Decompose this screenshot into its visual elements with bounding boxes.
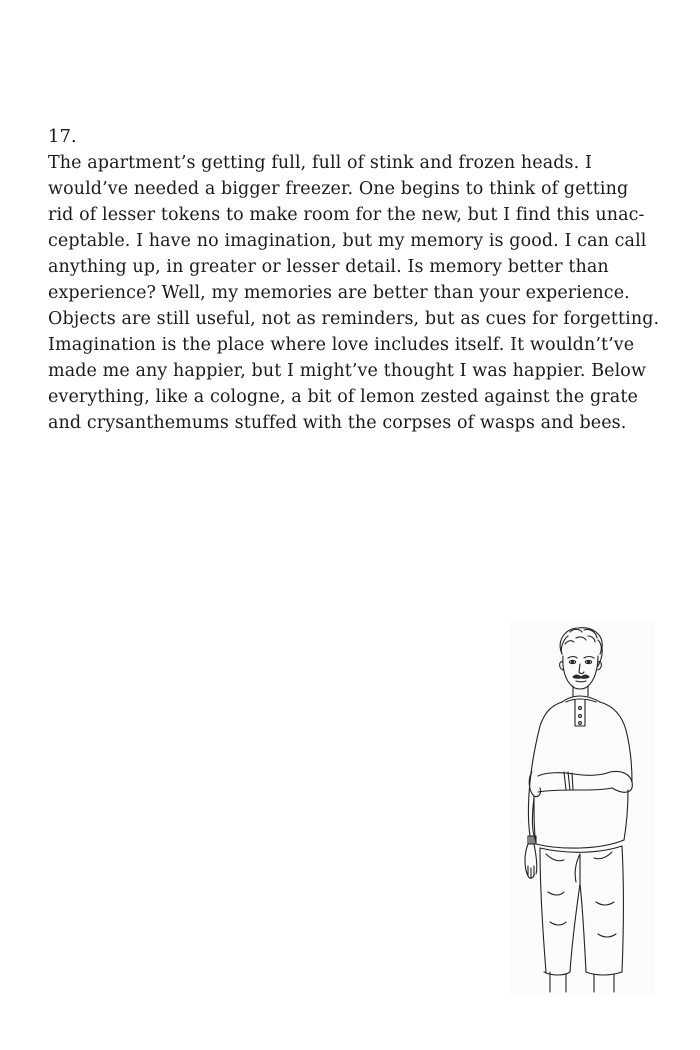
passage-line: would’ve needed a bigger freezer. One begins to think of getting xyxy=(48,179,629,199)
passage-line: and crysanthemums stuffed with the corpses of wasps and bees. xyxy=(48,413,627,433)
passage-line: rid of lesser tokens to make room for the new, but I find this unac- xyxy=(48,205,645,225)
passage-line: experience? Well, my memories are better than your experience. xyxy=(48,283,630,303)
passage-line: ceptable. I have no imagination, but my memory is good. I can call xyxy=(48,231,647,251)
passage-line: made me any happier, but I might’ve thought I was happier. Below xyxy=(48,361,647,381)
passage-line: Imagination is the place where love includes itself. It wouldn’t’ve xyxy=(48,335,635,355)
section-number: 17. xyxy=(48,126,77,147)
passage-line: The apartment’s getting full, full of stink and frozen heads. I xyxy=(48,153,592,173)
passage-line: Objects are still useful, not as reminders, but as cues for forgetting. xyxy=(48,309,660,329)
passage-line: anything up, in greater or lesser detail. Is memory better than xyxy=(48,257,609,277)
passage-line: everything, like a cologne, a bit of lemon zested against the grate xyxy=(48,387,638,407)
body-passage xyxy=(48,150,658,436)
standing-man-illustration xyxy=(510,622,655,994)
